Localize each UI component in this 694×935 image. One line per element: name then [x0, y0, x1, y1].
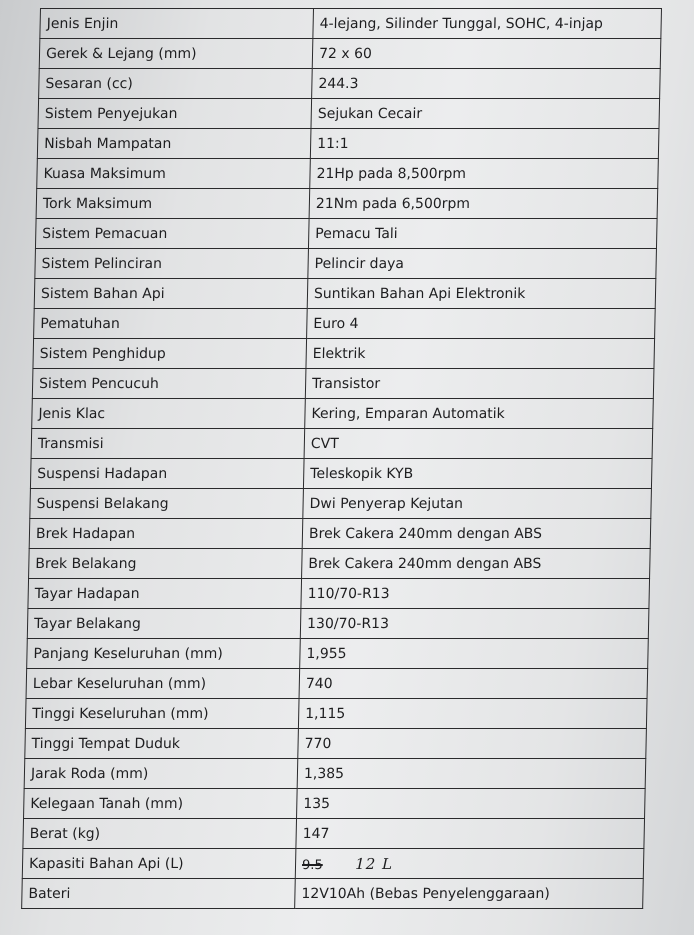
row-label: Tayar Hadapan: [28, 579, 302, 609]
table-row: [24, 759, 646, 789]
handwritten-value: 12 L: [355, 854, 394, 873]
row-label: Nisbah Mampatan: [37, 129, 311, 159]
row-value: 1,385: [297, 759, 646, 789]
row-value: 21Nm pada 6,500rpm: [309, 189, 658, 219]
row-label: Sistem Pemacuan: [35, 219, 309, 249]
row-label: Brek Hadapan: [29, 519, 303, 549]
row-value: 21Hp pada 8,500rpm: [310, 159, 659, 189]
row-label: Gerek & Lejang (mm): [39, 39, 313, 69]
table-row: [37, 129, 659, 159]
table-row: [35, 249, 657, 279]
row-value: 11:1: [310, 129, 659, 159]
row-value: 4-lejang, Silinder Tunggal, SOHC, 4-injap: [313, 9, 662, 39]
table-row: [29, 519, 651, 549]
table-row: [27, 609, 649, 639]
row-label: Jenis Enjin: [40, 9, 314, 39]
row-label: Lebar Keseluruhan (mm): [26, 669, 300, 699]
row-value: 147: [296, 819, 645, 849]
table-row: [31, 429, 653, 459]
table-row: [25, 729, 647, 759]
row-label: Kelegaan Tanah (mm): [24, 789, 298, 819]
table-row: [23, 819, 645, 849]
row-label: Berat (kg): [23, 819, 297, 849]
row-value: 135: [297, 789, 646, 819]
row-value: 740: [299, 669, 648, 699]
struck-value: 9.5: [301, 857, 323, 873]
table-row: [32, 369, 654, 399]
row-label: Sesaran (cc): [39, 69, 313, 99]
row-label: Transmisi: [31, 429, 305, 459]
row-value: Pelincir daya: [308, 249, 657, 279]
row-label: Brek Belakang: [29, 549, 303, 579]
row-label: Kapasiti Bahan Api (L): [22, 849, 296, 879]
table-row: [30, 489, 652, 519]
table-row-fuel-capacity: [22, 849, 644, 879]
table-row: [34, 279, 656, 309]
row-value: Brek Cakera 240mm dengan ABS: [302, 519, 651, 549]
table-row: [29, 549, 651, 579]
row-label: Tork Maksimum: [36, 189, 310, 219]
row-value: Suntikan Bahan Api Elektronik: [307, 279, 656, 309]
row-value: Kering, Emparan Automatik: [305, 399, 654, 429]
table-row: [33, 339, 655, 369]
table-row: [27, 639, 649, 669]
row-value: Sejukan Cecair: [311, 99, 660, 129]
row-label: Suspensi Belakang: [30, 489, 304, 519]
table-row: [32, 399, 654, 429]
row-label: Bateri: [22, 879, 296, 909]
table-row: [28, 579, 650, 609]
row-label: Panjang Keseluruhan (mm): [27, 639, 301, 669]
table-row: [24, 789, 646, 819]
table-row: [39, 39, 661, 69]
row-label: Sistem Pencucuh: [32, 369, 306, 399]
row-label: Jarak Roda (mm): [24, 759, 298, 789]
row-value: Pemacu Tali: [308, 219, 657, 249]
row-value: CVT: [304, 429, 653, 459]
table-row: [30, 459, 652, 489]
row-label: Jenis Klac: [32, 399, 306, 429]
row-value: 130/70-R13: [300, 609, 649, 639]
specification-table-body: [23, 9, 662, 849]
row-value: 110/70-R13: [301, 579, 650, 609]
table-row: [37, 159, 659, 189]
row-value: [295, 849, 644, 879]
row-label: Tayar Belakang: [27, 609, 301, 639]
row-label: Tinggi Keseluruhan (mm): [25, 699, 299, 729]
row-label: Sistem Pelinciran: [35, 249, 309, 279]
row-label: Suspensi Hadapan: [30, 459, 304, 489]
row-value: Elektrik: [306, 339, 655, 369]
row-value: Dwi Penyerap Kejutan: [303, 489, 652, 519]
row-value: Teleskopik KYB: [303, 459, 652, 489]
row-value: 244.3: [312, 69, 661, 99]
table-row: [26, 669, 648, 699]
table-row: [25, 699, 647, 729]
table-row-battery: [22, 879, 644, 909]
table-row: [40, 9, 662, 39]
row-label: Sistem Bahan Api: [34, 279, 308, 309]
row-value: Brek Cakera 240mm dengan ABS: [302, 549, 651, 579]
row-value: 72 x 60: [312, 39, 661, 69]
row-value: 1,115: [298, 699, 647, 729]
row-value: Euro 4: [307, 309, 656, 339]
row-value: 12V10Ah (Bebas Penyelenggaraan): [295, 879, 644, 909]
table-row: [36, 189, 658, 219]
row-value: 1,955: [300, 639, 649, 669]
row-label: Sistem Penghidup: [33, 339, 307, 369]
table-row: [38, 99, 660, 129]
row-value: 770: [298, 729, 647, 759]
table-row: [34, 309, 656, 339]
row-label: Sistem Penyejukan: [38, 99, 312, 129]
row-label: Kuasa Maksimum: [37, 159, 311, 189]
table-row: [39, 69, 661, 99]
specification-table: [21, 8, 662, 909]
table-row: [35, 219, 657, 249]
row-label: Pematuhan: [34, 309, 308, 339]
row-value: Transistor: [305, 369, 654, 399]
row-label: Tinggi Tempat Duduk: [25, 729, 299, 759]
